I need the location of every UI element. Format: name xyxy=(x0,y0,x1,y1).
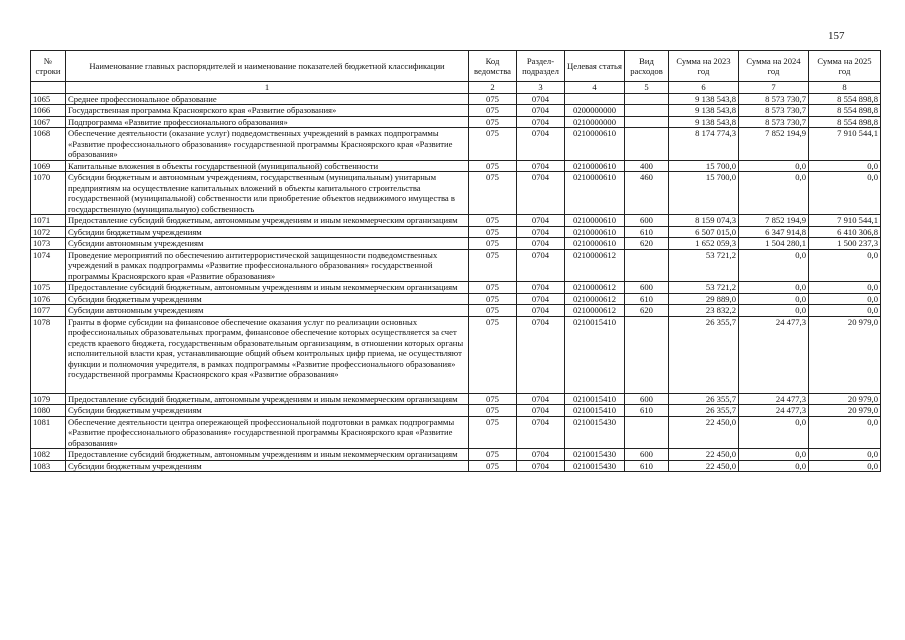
row-sum-2025: 0,0 xyxy=(809,160,881,171)
row-number: 1079 xyxy=(31,393,66,404)
row-section-code: 0704 xyxy=(517,116,565,127)
row-section-code: 0704 xyxy=(517,316,565,393)
row-sum-2024: 7 852 194,9 xyxy=(739,215,809,226)
row-name: Подпрограмма «Развитие профессионального образования» xyxy=(66,116,469,127)
row-dept-code: 075 xyxy=(469,226,517,237)
row-sum-2025: 0,0 xyxy=(809,293,881,304)
row-number: 1074 xyxy=(31,249,66,281)
row-section-code: 0704 xyxy=(517,393,565,404)
row-section-code: 0704 xyxy=(517,449,565,460)
row-dept-code: 075 xyxy=(469,282,517,293)
row-sum-2024: 24 477,3 xyxy=(739,393,809,404)
row-name: Обеспечение деятельности (оказание услуг) подведомственных учреждений в рамках подпрограммы «Развитие профессионального образования» государственной программы Красноярского края «Развитие образования» xyxy=(66,128,469,160)
row-name: Предоставление субсидий бюджетным, автономным учреждениям и иным некоммерческим организациям xyxy=(66,393,469,404)
row-sum-2023: 29 889,0 xyxy=(669,293,739,304)
row-sum-2023: 22 450,0 xyxy=(669,460,739,471)
row-target-code: 0210015410 xyxy=(565,316,625,393)
row-expense-type: 600 xyxy=(625,393,669,404)
row-dept-code: 075 xyxy=(469,238,517,249)
row-target-code: 0210015410 xyxy=(565,405,625,416)
row-number: 1076 xyxy=(31,293,66,304)
page-number: 157 xyxy=(828,30,845,42)
row-target-code: 0210000610 xyxy=(565,172,625,215)
row-sum-2024: 24 477,3 xyxy=(739,405,809,416)
row-name: Субсидии бюджетным учреждениям xyxy=(66,293,469,304)
row-target-code: 0210015430 xyxy=(565,460,625,471)
row-sum-2025: 0,0 xyxy=(809,460,881,471)
row-name: Субсидии автономным учреждениям xyxy=(66,305,469,316)
row-sum-2023: 26 355,7 xyxy=(669,405,739,416)
header-colnum-8: 8 xyxy=(809,82,881,94)
header-sum-2025: Сумма на 2025 год xyxy=(809,51,881,82)
row-dept-code: 075 xyxy=(469,393,517,404)
row-sum-2024: 0,0 xyxy=(739,282,809,293)
table-header xyxy=(31,51,881,94)
row-number: 1078 xyxy=(31,316,66,393)
row-sum-2024: 0,0 xyxy=(739,416,809,448)
header-colnum-4: 4 xyxy=(565,82,625,94)
row-sum-2023: 23 832,2 xyxy=(669,305,739,316)
row-number: 1065 xyxy=(31,94,66,105)
table-row xyxy=(31,449,881,460)
row-dept-code: 075 xyxy=(469,293,517,304)
row-number: 1081 xyxy=(31,416,66,448)
row-target-code: 0210000612 xyxy=(565,249,625,281)
row-sum-2023: 1 652 059,3 xyxy=(669,238,739,249)
row-name: Обеспечение деятельности центра опережающей профессиональной подготовки в рамках подпрограммы «Развитие профессионального образования» государственной программы Красноярского края «Развитие образования» xyxy=(66,416,469,448)
row-sum-2025: 20 979,0 xyxy=(809,316,881,393)
row-target-code: 0210015430 xyxy=(565,449,625,460)
row-sum-2024: 0,0 xyxy=(739,460,809,471)
row-section-code: 0704 xyxy=(517,160,565,171)
row-expense-type: 460 xyxy=(625,172,669,215)
row-target-code: 0210000612 xyxy=(565,305,625,316)
row-section-code: 0704 xyxy=(517,94,565,105)
row-number: 1071 xyxy=(31,215,66,226)
row-sum-2024: 0,0 xyxy=(739,305,809,316)
row-expense-type xyxy=(625,94,669,105)
row-sum-2025: 0,0 xyxy=(809,282,881,293)
row-sum-2023: 9 138 543,8 xyxy=(669,116,739,127)
row-dept-code: 075 xyxy=(469,215,517,226)
row-expense-type: 600 xyxy=(625,449,669,460)
row-target-code: 0210000610 xyxy=(565,238,625,249)
table-row xyxy=(31,116,881,127)
row-sum-2025: 6 410 306,8 xyxy=(809,226,881,237)
row-expense-type: 620 xyxy=(625,305,669,316)
row-sum-2025: 0,0 xyxy=(809,305,881,316)
row-expense-type xyxy=(625,316,669,393)
row-sum-2025: 8 554 898,8 xyxy=(809,94,881,105)
table-row xyxy=(31,460,881,471)
row-dept-code: 075 xyxy=(469,94,517,105)
row-sum-2023: 53 721,2 xyxy=(669,282,739,293)
row-sum-2025: 8 554 898,8 xyxy=(809,105,881,116)
row-number: 1077 xyxy=(31,305,66,316)
row-dept-code: 075 xyxy=(469,316,517,393)
row-target-code: 0200000000 xyxy=(565,105,625,116)
row-expense-type: 600 xyxy=(625,282,669,293)
header-colnum-1: 1 xyxy=(66,82,469,94)
row-dept-code: 075 xyxy=(469,128,517,160)
row-sum-2023: 53 721,2 xyxy=(669,249,739,281)
row-sum-2025: 0,0 xyxy=(809,172,881,215)
row-sum-2023: 15 700,0 xyxy=(669,160,739,171)
table-row xyxy=(31,94,881,105)
row-dept-code: 075 xyxy=(469,460,517,471)
row-expense-type xyxy=(625,105,669,116)
table-row xyxy=(31,128,881,160)
row-sum-2023: 8 159 074,3 xyxy=(669,215,739,226)
row-name: Проведение мероприятий по обеспечению антитеррористической защищенности подведомственных учреждений в рамках подпрограммы «Развитие профессионального образования» государственной программы Красноярского края «Развитие образования» xyxy=(66,249,469,281)
row-expense-type xyxy=(625,116,669,127)
table-row xyxy=(31,405,881,416)
row-sum-2024: 0,0 xyxy=(739,160,809,171)
row-sum-2023: 8 174 774,3 xyxy=(669,128,739,160)
table-row xyxy=(31,215,881,226)
row-sum-2024: 0,0 xyxy=(739,293,809,304)
row-section-code: 0704 xyxy=(517,305,565,316)
table-row xyxy=(31,226,881,237)
table-row xyxy=(31,238,881,249)
row-section-code: 0704 xyxy=(517,282,565,293)
table-row xyxy=(31,416,881,448)
row-sum-2025: 1 500 237,3 xyxy=(809,238,881,249)
header-name: Наименование главных распорядителей и наименование показателей бюджетной классификации xyxy=(66,51,469,82)
row-number: 1073 xyxy=(31,238,66,249)
row-number: 1066 xyxy=(31,105,66,116)
row-sum-2024: 1 504 280,1 xyxy=(739,238,809,249)
row-sum-2024: 7 852 194,9 xyxy=(739,128,809,160)
row-name: Гранты в форме субсидии на финансовое обеспечение оказания услуг по реализации основных профессиональных образовательных программ, финансовое обеспечение которых осуществляется за счет средств краевого бюджета, государственным образовательным организациям, в отношении которых органы исполнительной власти края, устанавливающие общий объем контрольных цифр приема, не осуществляют функции и полномочия учредителя, в рамках подпрограммы «Развитие профессионального образования» государственной программы Красноярского края «Развитие образования» xyxy=(66,316,469,393)
row-name: Субсидии бюджетным учреждениям xyxy=(66,405,469,416)
row-name: Субсидии автономным учреждениям xyxy=(66,238,469,249)
header-colnum-0 xyxy=(31,82,66,94)
row-sum-2024: 0,0 xyxy=(739,449,809,460)
row-sum-2025: 20 979,0 xyxy=(809,393,881,404)
row-number: 1082 xyxy=(31,449,66,460)
header-type: Вид расходов xyxy=(625,51,669,82)
row-name: Субсидии бюджетным учреждениям xyxy=(66,460,469,471)
row-target-code: 0210000610 xyxy=(565,215,625,226)
row-sum-2023: 22 450,0 xyxy=(669,449,739,460)
row-expense-type: 600 xyxy=(625,215,669,226)
row-name: Предоставление субсидий бюджетным, автономным учреждениям и иным некоммерческим организациям xyxy=(66,449,469,460)
row-section-code: 0704 xyxy=(517,238,565,249)
row-expense-type: 610 xyxy=(625,293,669,304)
header-colnum-2: 2 xyxy=(469,82,517,94)
row-sum-2025: 8 554 898,8 xyxy=(809,116,881,127)
row-sum-2024: 0,0 xyxy=(739,172,809,215)
header-column-numbers xyxy=(31,82,881,94)
budget-table xyxy=(30,50,881,472)
row-section-code: 0704 xyxy=(517,105,565,116)
row-expense-type xyxy=(625,416,669,448)
row-number: 1070 xyxy=(31,172,66,215)
row-section-code: 0704 xyxy=(517,226,565,237)
row-sum-2023: 26 355,7 xyxy=(669,393,739,404)
table-row xyxy=(31,316,881,393)
row-expense-type xyxy=(625,249,669,281)
header-colnum-5: 5 xyxy=(625,82,669,94)
row-name: Предоставление субсидий бюджетным, автономным учреждениям и иным некоммерческим организациям xyxy=(66,215,469,226)
row-sum-2024: 8 573 730,7 xyxy=(739,116,809,127)
row-dept-code: 075 xyxy=(469,449,517,460)
table-row xyxy=(31,282,881,293)
row-name: Государственная программа Красноярского края «Развитие образования» xyxy=(66,105,469,116)
header-colnum-6: 6 xyxy=(669,82,739,94)
row-sum-2023: 26 355,7 xyxy=(669,316,739,393)
row-dept-code: 075 xyxy=(469,305,517,316)
row-expense-type xyxy=(625,128,669,160)
row-number: 1075 xyxy=(31,282,66,293)
row-target-code: 0210000610 xyxy=(565,226,625,237)
row-target-code xyxy=(565,94,625,105)
row-sum-2024: 8 573 730,7 xyxy=(739,105,809,116)
row-name: Предоставление субсидий бюджетным, автономным учреждениям и иным некоммерческим организациям xyxy=(66,282,469,293)
row-expense-type: 610 xyxy=(625,460,669,471)
row-name: Среднее профессиональное образование xyxy=(66,94,469,105)
row-sum-2023: 15 700,0 xyxy=(669,172,739,215)
header-sum-2023: Сумма на 2023 год xyxy=(669,51,739,82)
table-row xyxy=(31,105,881,116)
row-dept-code: 075 xyxy=(469,416,517,448)
row-target-code: 0210000000 xyxy=(565,116,625,127)
row-number: 1068 xyxy=(31,128,66,160)
row-number: 1072 xyxy=(31,226,66,237)
row-section-code: 0704 xyxy=(517,128,565,160)
row-section-code: 0704 xyxy=(517,215,565,226)
row-sum-2025: 0,0 xyxy=(809,449,881,460)
row-sum-2023: 22 450,0 xyxy=(669,416,739,448)
row-sum-2025: 0,0 xyxy=(809,249,881,281)
table-row xyxy=(31,172,881,215)
row-dept-code: 075 xyxy=(469,172,517,215)
row-number: 1067 xyxy=(31,116,66,127)
row-target-code: 0210015430 xyxy=(565,416,625,448)
row-sum-2024: 6 347 914,8 xyxy=(739,226,809,237)
header-dept: Код ведомства xyxy=(469,51,517,82)
row-sum-2025: 7 910 544,1 xyxy=(809,215,881,226)
row-dept-code: 075 xyxy=(469,249,517,281)
row-section-code: 0704 xyxy=(517,460,565,471)
row-sum-2024: 0,0 xyxy=(739,249,809,281)
row-expense-type: 620 xyxy=(625,238,669,249)
row-expense-type: 610 xyxy=(625,405,669,416)
row-dept-code: 075 xyxy=(469,160,517,171)
row-sum-2023: 6 507 015,0 xyxy=(669,226,739,237)
row-number: 1069 xyxy=(31,160,66,171)
header-colnum-3: 3 xyxy=(517,82,565,94)
row-number: 1080 xyxy=(31,405,66,416)
table-row xyxy=(31,305,881,316)
row-name: Субсидии бюджетным и автономным учреждениям, государственным (муниципальным) унитарным предприятиям на осуществление капитальных вложений в объекты капитального строительства государственной (муниципальной) собственности или приобретение объектов недвижимого имущества в государственную (муниципальную) собственность xyxy=(66,172,469,215)
row-sum-2023: 9 138 543,8 xyxy=(669,105,739,116)
row-target-code: 0210015410 xyxy=(565,393,625,404)
row-sum-2025: 0,0 xyxy=(809,416,881,448)
table-body xyxy=(31,94,881,472)
row-dept-code: 075 xyxy=(469,105,517,116)
row-number: 1083 xyxy=(31,460,66,471)
row-section-code: 0704 xyxy=(517,416,565,448)
row-section-code: 0704 xyxy=(517,249,565,281)
row-name: Капитальные вложения в объекты государственной (муниципальной) собственности xyxy=(66,160,469,171)
row-target-code: 0210000610 xyxy=(565,160,625,171)
table-row xyxy=(31,393,881,404)
row-section-code: 0704 xyxy=(517,172,565,215)
row-section-code: 0704 xyxy=(517,293,565,304)
header-section: Раздел-подраздел xyxy=(517,51,565,82)
row-name: Субсидии бюджетным учреждениям xyxy=(66,226,469,237)
table-row xyxy=(31,293,881,304)
row-target-code: 0210000612 xyxy=(565,282,625,293)
row-expense-type: 400 xyxy=(625,160,669,171)
row-dept-code: 075 xyxy=(469,405,517,416)
row-target-code: 0210000612 xyxy=(565,293,625,304)
row-sum-2024: 8 573 730,7 xyxy=(739,94,809,105)
header-target: Целевая статья xyxy=(565,51,625,82)
table-row xyxy=(31,249,881,281)
row-expense-type: 610 xyxy=(625,226,669,237)
header-num: № строки xyxy=(31,51,66,82)
row-target-code: 0210000610 xyxy=(565,128,625,160)
header-sum-2024: Сумма на 2024 год xyxy=(739,51,809,82)
row-sum-2024: 24 477,3 xyxy=(739,316,809,393)
header-colnum-7: 7 xyxy=(739,82,809,94)
row-dept-code: 075 xyxy=(469,116,517,127)
row-sum-2023: 9 138 543,8 xyxy=(669,94,739,105)
table-row xyxy=(31,160,881,171)
row-sum-2025: 7 910 544,1 xyxy=(809,128,881,160)
row-section-code: 0704 xyxy=(517,405,565,416)
row-sum-2025: 20 979,0 xyxy=(809,405,881,416)
